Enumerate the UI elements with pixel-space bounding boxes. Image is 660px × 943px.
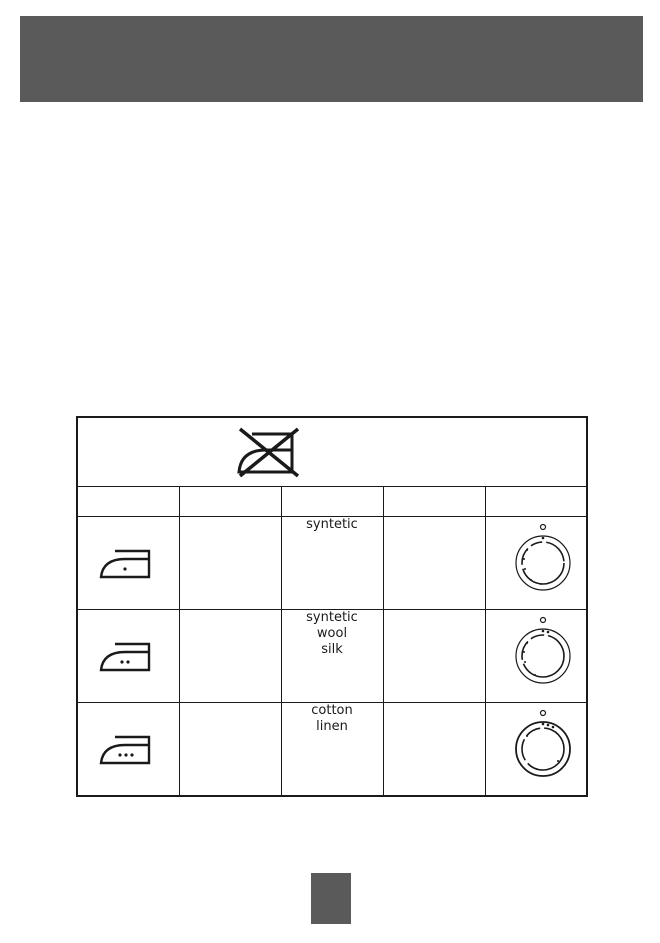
column-header-cell bbox=[179, 487, 281, 517]
empty-cell bbox=[383, 610, 485, 703]
dial-cell bbox=[485, 703, 587, 797]
iron-two-dots-icon bbox=[98, 638, 158, 674]
do-not-iron-icon bbox=[234, 426, 304, 478]
fabric-cell bbox=[281, 610, 383, 703]
temperature-dial-medium-icon bbox=[491, 610, 581, 690]
iron-one-dot-icon bbox=[98, 545, 158, 581]
empty-cell bbox=[179, 703, 281, 797]
fabric-cell bbox=[281, 703, 383, 797]
fabric-label: linen bbox=[316, 719, 348, 734]
column-header-cell bbox=[281, 487, 383, 517]
dial-cell bbox=[485, 517, 587, 610]
empty-cell bbox=[383, 517, 485, 610]
iron-three-dots-icon bbox=[98, 731, 158, 767]
temperature-dial-low-icon bbox=[491, 517, 581, 597]
iron-icon-cell bbox=[77, 610, 179, 703]
table-row bbox=[77, 517, 587, 610]
fabric-label: cotton bbox=[311, 703, 353, 718]
iron-icon-cell bbox=[77, 517, 179, 610]
page-marker bbox=[311, 873, 351, 924]
empty-cell bbox=[179, 610, 281, 703]
fabric-cell bbox=[281, 517, 383, 610]
table-row bbox=[77, 703, 587, 797]
iron-icon-cell bbox=[77, 703, 179, 797]
table-header-row bbox=[77, 417, 587, 487]
column-header-cell bbox=[383, 487, 485, 517]
column-header-cell bbox=[77, 487, 179, 517]
fabric-label: syntetic bbox=[306, 517, 358, 532]
header-bar bbox=[20, 16, 643, 102]
empty-cell bbox=[179, 517, 281, 610]
ironing-care-table bbox=[76, 416, 588, 797]
empty-cell bbox=[383, 703, 485, 797]
fabric-label: syntetic bbox=[306, 610, 358, 625]
do-not-iron-cell bbox=[77, 417, 587, 487]
column-header-row bbox=[77, 487, 587, 517]
table-row bbox=[77, 610, 587, 703]
fabric-label: silk bbox=[321, 642, 343, 657]
fabric-label: wool bbox=[316, 626, 348, 641]
column-header-cell bbox=[485, 487, 587, 517]
dial-cell bbox=[485, 610, 587, 703]
temperature-dial-high-icon bbox=[491, 703, 581, 783]
